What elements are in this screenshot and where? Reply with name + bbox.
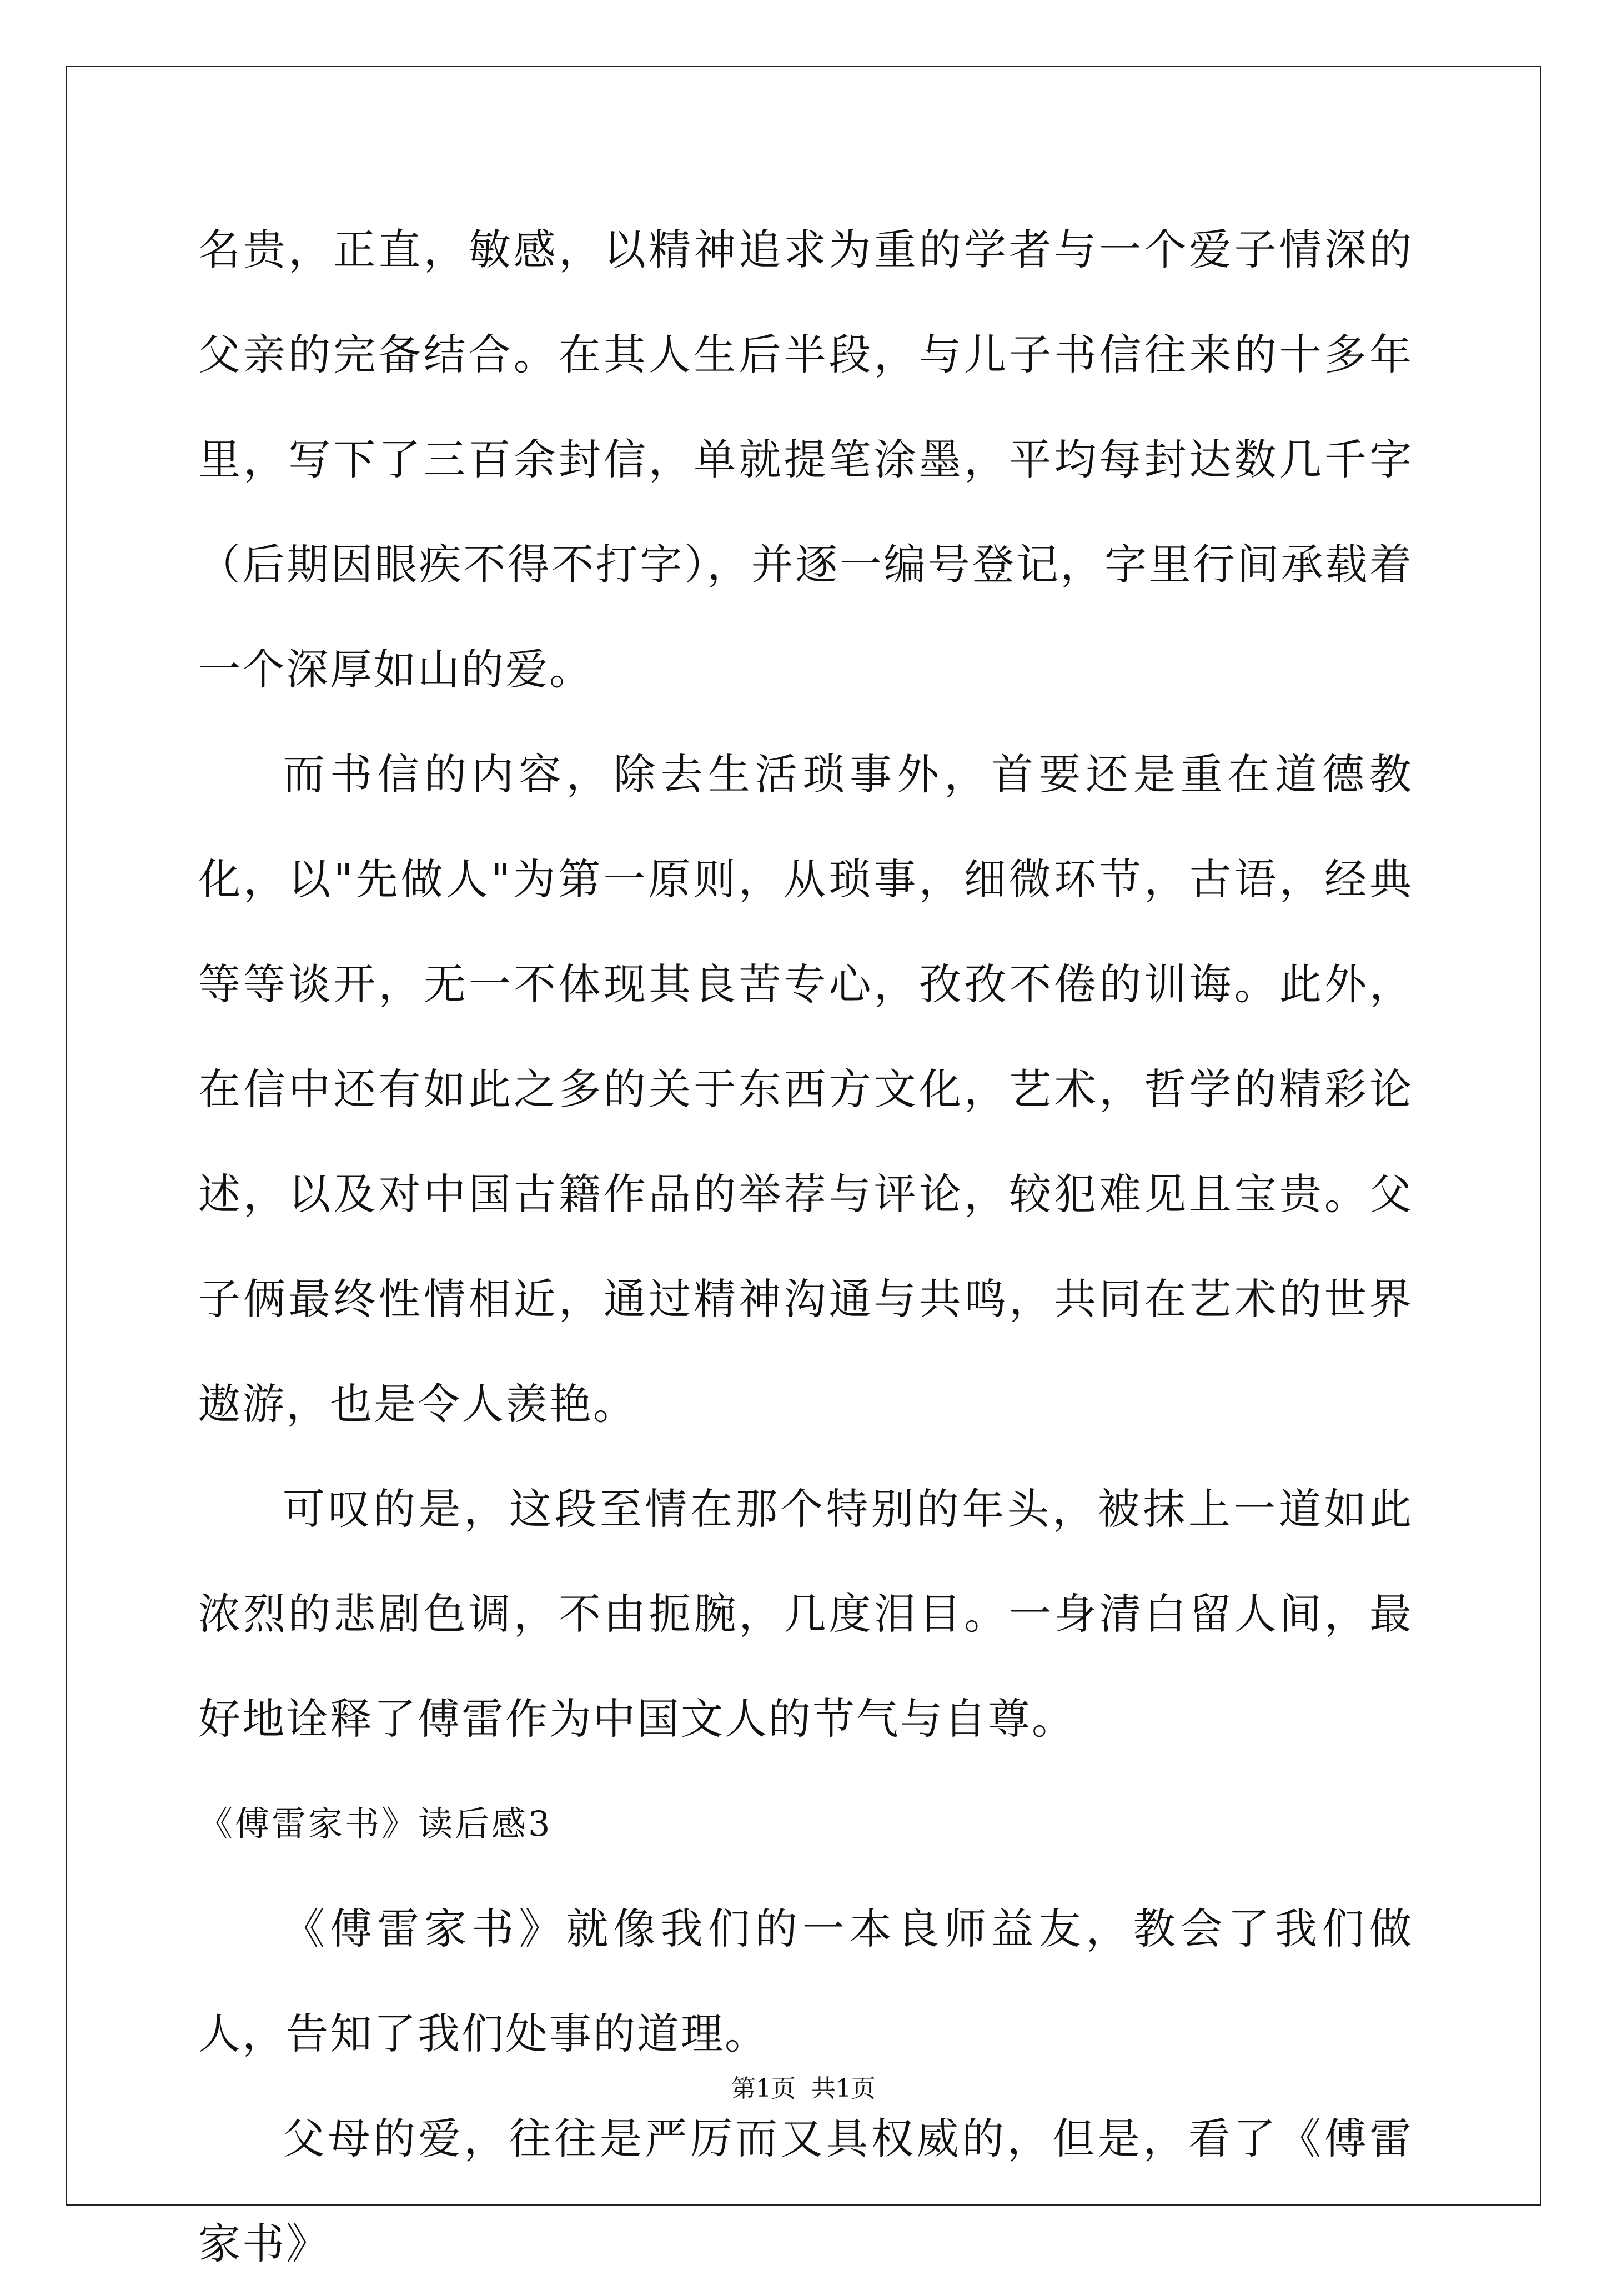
- document-body: [198, 197, 1413, 2296]
- paragraph-3: 可叹的是，这段至情在那个特别的年头，被抹上一道如此浓烈的悲剧色调，不由扼腕，几度泪目。一身清白留人间，最好地诠释了傅雷作为中国文人的节气与自尊。: [198, 1484, 1413, 1744]
- paragraph-2: 而书信的内容，除去生活琐事外，首要还是重在道德教化，以"先做人"为第一原则，从琐事，细微环节，古语，经典等等谈开，无一不体现其良苦专心，孜孜不倦的训诲。此外，在信中还有如此之多的关于东西方文化，艺术，哲学的精彩论述，以及对中国古籍作品的举荐与评论，较犯难见且宝贵。父子俩最终性情相近，通过精神沟通与共鸣，共同在艺术的世界遨游，也是令人羡艳。: [198, 750, 1413, 1429]
- paragraph-5: 父母的爱，往往是严厉而又具权威的，但是，看了《傅雷家书》: [198, 2114, 1413, 2268]
- paragraph-4: 《傅雷家书》就像我们的一本良师益友，教会了我们做人，告知了我们处事的道理。: [198, 1904, 1413, 2058]
- section-heading: 《傅雷家书》读后感3: [198, 1803, 553, 1844]
- paragraph-1: 名贵，正直，敏感，以精神追求为重的学者与一个爱子情深的父亲的完备结合。在其人生后半段，与儿子书信往来的十多年里，写下了三百余封信，单就提笔涂墨，平均每封达数几千字（后期因眼疾不得不打字），并逐一编号登记，字里行间承载着一个深厚如山的爱。: [198, 225, 1413, 694]
- page-footer: 第1页 共1页: [731, 2074, 876, 2103]
